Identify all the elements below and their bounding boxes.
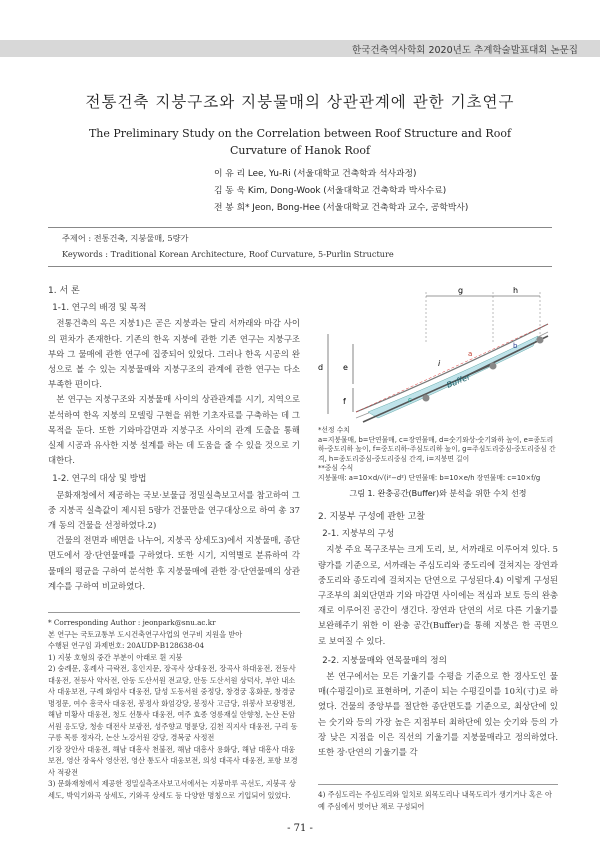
footnote: 수행된 연구임 과제번호: 20AUDP-B128638-04 — [48, 641, 205, 650]
purlin-ridge — [537, 337, 544, 344]
subsection-heading: 1-2. 연구의 대상 및 방법 — [52, 474, 147, 485]
keywords-english: Keywords : Traditional Korean Architecture, Roof Curvature, 5-Purlin Structure — [62, 249, 394, 259]
purlin-main — [423, 395, 430, 402]
author-2: 김 동 욱 Kim, Dong-Wook (서울대학교 건축학과 박사수료) — [214, 186, 447, 196]
footnote: 2) 숭례문, 홍례사 극락전, 홍인지문, 장곡사 상대웅전, 장곡사 하대웅전, 전등사 대웅전, 전등사 약사전, 안동 도산서원 전교당, 안동 도산서원 상덕사, 부안 내소사 대웅보전, 구례 화엄사 대웅전, 달성 도동서원 중정당, 창경궁 홍화문, 창경궁 명정문, 여수 흥국사 대웅전, 봉정사 화엄강당, 봉정사 고금당, 위봉사 보광명전, 해남 미황사 대웅전, 청도 선통사 대웅전, 여주 효종 영릉재실 안향청, 논산 돈암서원 응도당, 청송 대전사 보광전, 성주향교 명륜당, 김천 직지사 대웅전, 구리 동구릉 목릉 정자각, 논산 노강서원 강당, 경복궁 사정전 — [48, 664, 298, 742]
author-list — [214, 166, 468, 217]
label-h: h — [513, 286, 519, 295]
conference-name: 한국건축역사학회 2020년도 추계학술발표대회 논문집 — [352, 45, 578, 56]
footnote: 3) 문화재청에서 제공한 정밀실측조사보고서에서는 지붕마루 곡선도, 지붕곡 상세도, 박익기와곡 상세도, 기와곡 상세도 등 다양한 명칭으로 기입되어 있었다. — [48, 779, 296, 800]
label-b: b — [513, 342, 518, 350]
figure-note: **중심 수식 — [318, 464, 354, 473]
figure-notes — [318, 426, 558, 484]
paragraph: 본 연구에서는 모든 기울기를 수평을 기준으로 한 경사도인 물매(수평길이)로 표현하며, 기준이 되는 수평길이를 10치(寸)로 하였다. 건물의 중앙부를 절단한 종단면도를 기준으로, 최상단에 있는 숫기와 등의 가장 높은 지점부터 최하단에 있는 숫기와 등의 가장 낮은 지점을 이은 직선의 기울기를 지붕물매라고 정의하였다. 또한 장·단연의 기울기를 각 — [318, 671, 558, 758]
figure-caption: 그림 1. 완충공간(Buffer)와 분석을 위한 수치 선정 — [349, 489, 527, 498]
keywords-korean: 주제어 : 전통건축, 지붕물매, 5량가 — [62, 233, 189, 243]
label-a: a — [468, 350, 473, 358]
paragraph: 건물의 전면과 배면을 나누어, 지붕곡 상세도3)에서 지붕물매, 종단면도에서 장·단연물매를 구하였다. 또한 시기, 지역별로 분류하여 각 물매의 평균을 구하여 분석한 후 지붕물매에 관한 장·단연물매의 상관계수를 구하여 비교하였다. — [48, 535, 300, 591]
footnote: 1) 지붕 호형의 중간 부분이 아래로 휜 지붕 — [48, 652, 183, 662]
roof-section-diagram — [308, 284, 558, 424]
section-heading: 2. 지붕부 구성에 관한 고찰 — [318, 512, 425, 522]
label-c: c — [408, 396, 412, 404]
label-e: e — [343, 363, 348, 372]
roof-slope-line — [356, 324, 548, 412]
footnotes — [48, 612, 300, 801]
subsection-heading: 2-1. 지붕부의 구성 — [322, 529, 395, 540]
page-number: - 71 - — [287, 823, 313, 834]
figure-note: a=지붕물매, b=단연물매, c=장연물매, d=숫기와상-숫기와하 높이, e=종도리하-중도리하 높이, f=중도리하-주심도리하 높이, g=주심도리중심-중도리중심 간격, h=종도리중심-중도리중심 간격, i=지붕면 길이 — [318, 435, 556, 463]
subsection-heading: 1-1. 연구의 배경 및 목적 — [52, 303, 147, 314]
paragraph: 문화재청에서 제공하는 국보·보물급 정밀실측보고서를 참고하여 그 중 지붕곡 실측값이 제시된 5량가 건물만을 연구대상으로 하여 총 37개 동의 건물을 선정하였다.2) — [48, 489, 300, 531]
right-column — [318, 510, 558, 760]
footnote: 기장 장안사 대웅전, 해남 대흥사 천불전, 해남 대흥사 용화당, 해남 대흥사 대웅보전, 영산 장육사 영산전, 영산 통도사 대웅보전, 의성 대곡사 대웅전, 포항 보경사 적광전 — [48, 744, 298, 777]
paragraph: 본 연구는 지붕구조와 지붕물매 사이의 상관관계를 시기, 지역으로 분석하여 한옥 지붕의 모델링 구현을 위한 기초자료를 구축하는 데 그 목적을 둔다. 또한 기와마감면과 지붕구조 사이의 관계 도출을 통해 실제 시공과 유사한 지붕 설계를 하는 데 도움을 줄 수 있을 것으로 기대한다. — [48, 394, 300, 466]
label-buffer: Buffer — [445, 372, 472, 390]
label-d: d — [318, 363, 324, 372]
author-1: 이 유 리 Lee, Yu-Ri (서울대학교 건축학과 석사과정) — [214, 169, 417, 179]
left-column — [48, 284, 300, 594]
paragraph: 지붕 주요 목구조부는 크게 도리, 보, 서까래로 이루어져 있다. 5량가를 기준으로, 서까래는 주심도리와 중도리에 걸쳐지는 장연과 중도리와 종도리에 걸쳐지는 단연으로 구성된다.4) 이렇게 구성된 구조부의 최외단면과 기와 마감면 사이에는 적심과 보토 등의 완충재로 이루어진 공간이 생긴다. 장연과 단연의 서로 다른 기울기를 보완해주기 위한 이 완충 공간(Buffer)을 통해 지붕은 한 곡면으로 보여질 수 있다. — [318, 544, 558, 646]
footnote: * Corresponding Author : jeonpark@snu.ac.kr — [48, 618, 216, 627]
label-i: i — [438, 359, 441, 368]
label-g: g — [458, 286, 464, 295]
right-footnote: 4) 주심도리는 주심도리와 일치로 외목도리나 내목도리가 생기거나 혹은 아예 주심에서 벗어난 채로 구성되어 — [318, 784, 558, 812]
footnote: 본 연구는 국토교통부 도시건축연구사업의 연구비 지원을 받아 — [48, 629, 243, 639]
title-english: The Preliminary Study on the Correlation between Roof Structure and Roof Curvature of Hanok Roof — [88, 127, 512, 157]
title-korean: 전통건축 지붕구조와 지붕물매의 상관관계에 관한 기초연구 — [85, 93, 515, 111]
paragraph: 전통건축의 옥은 지붕1)은 곧은 지붕과는 달리 서까래와 마감 사이의 편차가 존재한다. 기존의 한옥 지붕에 관한 기존 연구는 지붕구조부와 그 물매에 관한 연구에 집중되어 있었다. 그러나 한옥 시공의 완성으로 볼 수 있는 지붕물매와 지붕구조의 관계에 관한 연구는 다소 부족한 편이다. — [48, 318, 300, 390]
subsection-heading: 2-2. 지붕물매와 연목물매의 정의 — [322, 655, 447, 666]
short-rafter — [458, 336, 548, 380]
figure-note: 지붕물매: a=10×d/√(i²−d²) 단연물매: b=10×e/h 장연물매: c=10×f/g — [318, 473, 541, 482]
author-3: 전 봉 희* Jeon, Bong-Hee (서울대학교 건축학과 교수, 공학박사) — [214, 203, 469, 213]
purlin-middle — [490, 363, 497, 370]
figure-note: *선정 수치 — [318, 426, 350, 434]
section-heading: 1. 서 론 — [48, 286, 80, 296]
label-f: f — [343, 397, 346, 406]
